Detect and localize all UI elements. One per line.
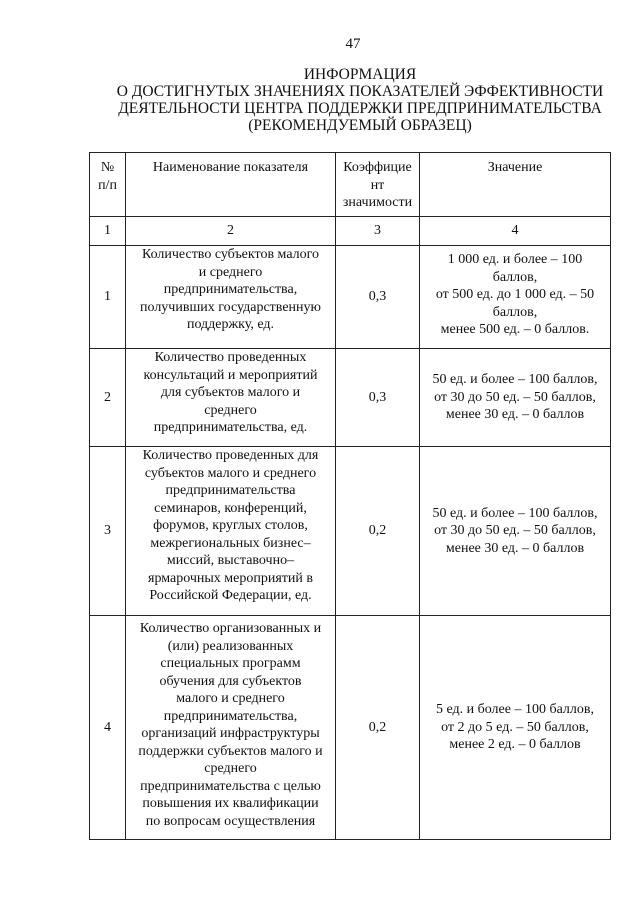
significance-coefficient: 0,3 xyxy=(336,246,420,349)
column-number: 2 xyxy=(126,217,336,246)
header-num: № п/п xyxy=(90,153,126,217)
column-number: 3 xyxy=(336,217,420,246)
row-number: 3 xyxy=(90,447,126,616)
page-number: 47 xyxy=(345,36,361,52)
table-row xyxy=(90,349,611,447)
indicator-value: 5 ед. и более – 100 баллов, от 2 до 5 ед. – 50 баллов, менее 2 ед. – 0 баллов xyxy=(420,616,611,840)
heading-line-1: ИНФОРМАЦИЯ xyxy=(303,66,417,83)
column-number: 4 xyxy=(420,217,611,246)
row-number: 2 xyxy=(90,349,126,447)
table-header-row xyxy=(90,153,611,217)
indicators-table xyxy=(89,152,611,840)
column-number: 1 xyxy=(90,217,126,246)
heading-line-4: (РЕКОМЕНДУЕМЫЙ ОБРАЗЕЦ) xyxy=(248,117,472,134)
indicator-value: 50 ед. и более – 100 баллов, от 30 до 50 ед. – 50 баллов, менее 30 ед. – 0 баллов xyxy=(420,349,611,447)
header-name: Наименование показателя xyxy=(126,153,336,217)
row-number: 4 xyxy=(90,616,126,840)
table-row xyxy=(90,246,611,349)
indicator-name: Количество организованных и (или) реализованных специальных программ обучения для субъектов малого и среднего предпринимательства, организаций инфраструктуры поддержки субъектов малого и среднего предпринимательства с целью повышения их квалификации по вопросам осуществления xyxy=(126,616,336,840)
row-number: 1 xyxy=(90,246,126,349)
heading-line-2: О ДОСТИГНУТЫХ ЗНАЧЕНИЯХ ПОКАЗАТЕЛЕЙ ЭФФЕКТИВНОСТИ xyxy=(116,83,604,100)
indicator-name: Количество субъектов малого и среднего предпринимательства, получивших государственную поддержку, ед. xyxy=(126,246,336,349)
table-row xyxy=(90,447,611,616)
heading-line-3: ДЕЯТЕЛЬНОСТИ ЦЕНТРА ПОДДЕРЖКИ ПРЕДПРИНИМАТЕЛЬСТВА xyxy=(118,100,602,117)
document-heading xyxy=(90,66,630,134)
significance-coefficient: 0,3 xyxy=(336,349,420,447)
header-value: Значение xyxy=(420,153,611,217)
indicator-name: Количество проведенных для субъектов малого и среднего предпринимательства семинаров, конференций, форумов, круглых столов, межрегиональных бизнес– миссий, выставочно– ярмарочных мероприятий в Российской Федерации, ед. xyxy=(126,447,336,616)
column-number-row xyxy=(90,217,611,246)
header-coef: Коэффицие нт значимости xyxy=(336,153,420,217)
table-row xyxy=(90,616,611,840)
indicator-name: Количество проведенных консультаций и мероприятий для субъектов малого и среднего предпринимательства, ед. xyxy=(126,349,336,447)
significance-coefficient: 0,2 xyxy=(336,616,420,840)
significance-coefficient: 0,2 xyxy=(336,447,420,616)
indicator-value: 50 ед. и более – 100 баллов, от 30 до 50 ед. – 50 баллов, менее 30 ед. – 0 баллов xyxy=(420,447,611,616)
indicator-value: 1 000 ед. и более – 100 баллов, от 500 ед. до 1 000 ед. – 50 баллов, менее 500 ед. – 0 баллов. xyxy=(420,246,611,349)
